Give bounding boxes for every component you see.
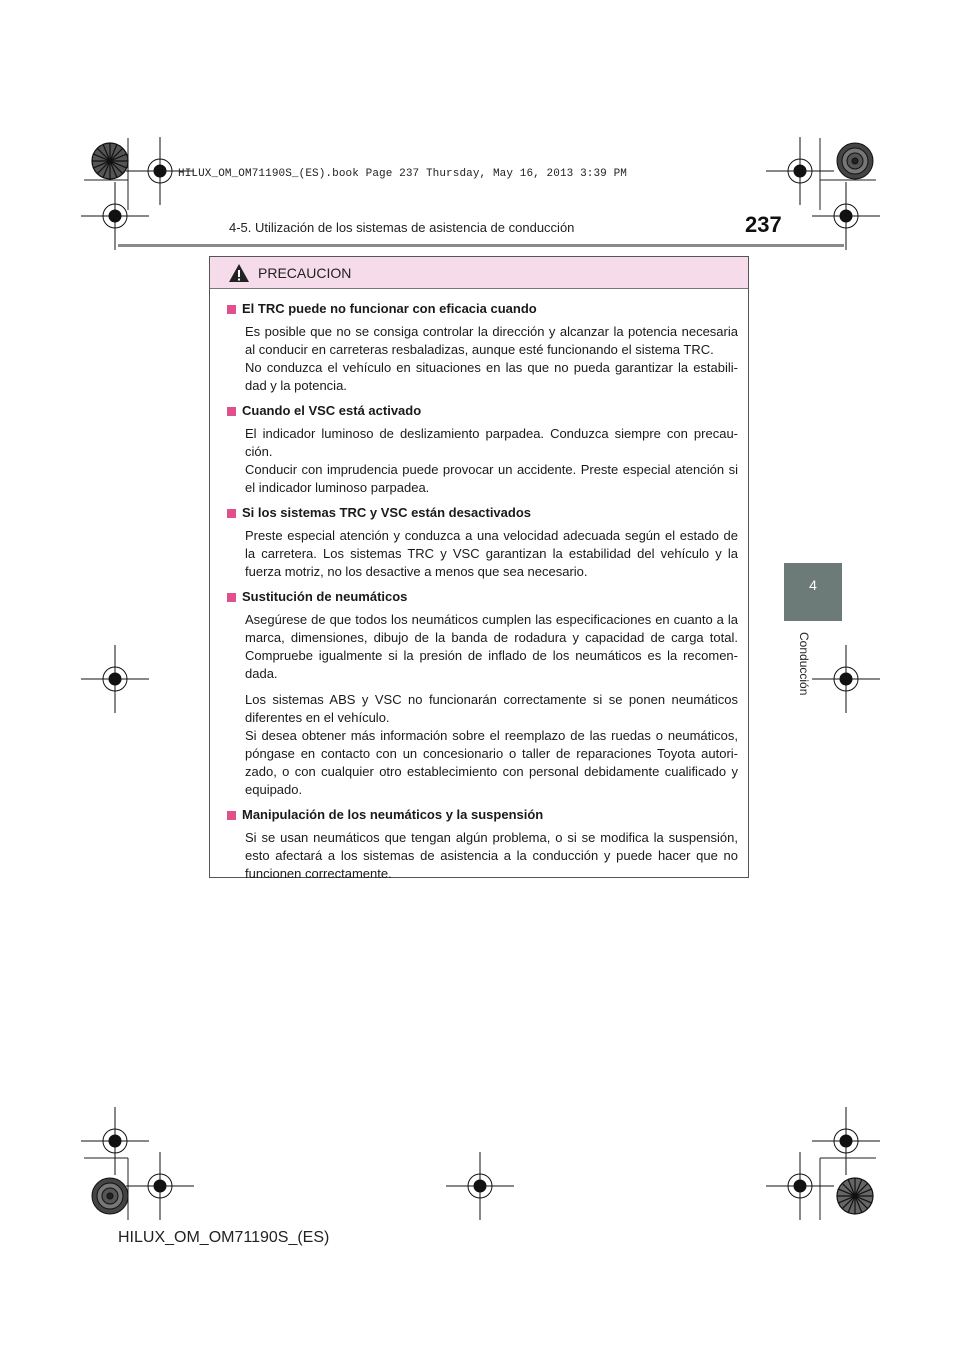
- caution-box: [209, 256, 749, 881]
- paragraph: Los sistemas ABS y VSC no funcionarán correctamente si se ponen neumáticos diferentes en el vehículo.: [245, 692, 738, 725]
- caution-item: [227, 505, 738, 581]
- square-bullet-icon: [227, 407, 236, 416]
- book-stamp: HILUX_OM_OM71190S_(ES).book Page 237 Thursday, May 16, 2013 3:39 PM: [178, 168, 627, 180]
- paragraph: Preste especial atención y conduzca a una velocidad adecuada según el estado de la carretera. Los sistemas TRC y VSC garantizan la estabilidad del vehículo y la fuerza motriz, no los desactive a menos que sea necesario.: [245, 528, 738, 579]
- caution-header: [210, 257, 748, 289]
- paragraph: Es posible que no se consiga controlar la dirección y alcanzar la potencia necesaria al conducir en carreteras resbaladizas, aunque esté funcionando el sistema TRC.: [245, 324, 738, 357]
- item-heading: Manipulación de los neumáticos y la suspensión: [227, 807, 738, 823]
- caution-body: [210, 289, 748, 883]
- caution-item: [227, 301, 738, 395]
- caution-item: [227, 403, 738, 497]
- paragraph: Si se usan neumáticos que tengan algún problema, o si se modifica la suspensión, esto afectará a los sistemas de asistencia a la conducción y puede hacer que no funcionen correctamente.: [245, 830, 738, 881]
- item-heading: Si los sistemas TRC y VSC están desactivados: [227, 505, 738, 521]
- caution-title: PRECAUCION: [258, 264, 352, 281]
- square-bullet-icon: [227, 593, 236, 602]
- square-bullet-icon: [227, 305, 236, 314]
- warning-icon: [228, 263, 250, 283]
- paragraph: No conduzca el vehículo en situaciones en las que no pueda garantizar la estabili-dad y la potencia.: [245, 360, 738, 393]
- square-bullet-icon: [227, 509, 236, 518]
- chapter-label: Conducción: [797, 632, 811, 696]
- chapter-tab: [784, 563, 842, 621]
- paragraph: Si desea obtener más información sobre el reemplazo de las ruedas o neumáticos, póngase en contacto con un concesionario o taller de reparaciones Toyota autori-zado, o con cualquier otro establecimiento con personal debidamente cualificado y equipado.: [245, 728, 738, 797]
- section-title: 4-5. Utilización de los sistemas de asistencia de conducción: [229, 220, 575, 235]
- item-heading: Sustitución de neumáticos: [227, 589, 738, 605]
- chapter-number: 4: [809, 577, 817, 593]
- item-heading: Cuando el VSC está activado: [227, 403, 738, 419]
- header-rule: [118, 244, 844, 247]
- footer-doc-code: HILUX_OM_OM71190S_(ES): [118, 1229, 330, 1246]
- caution-item: [227, 589, 738, 799]
- page-number: 237: [745, 212, 782, 237]
- item-heading: El TRC puede no funcionar con eficacia cuando: [227, 301, 738, 317]
- paragraph: Conducir con imprudencia puede provocar un accidente. Preste especial atención si el indicador luminoso parpadea.: [245, 462, 738, 495]
- paragraph: El indicador luminoso de deslizamiento parpadea. Conduzca siempre con precau-ción.: [245, 426, 738, 459]
- square-bullet-icon: [227, 811, 236, 820]
- caution-item: [227, 807, 738, 883]
- paragraph: Asegúrese de que todos los neumáticos cumplen las especificaciones en cuanto a la marca, dimensiones, dibujo de la banda de rodadura y capacidad de carga total. Compruebe igualmente si la presión de inflado de los neumáticos es la recomen-dada.: [245, 612, 738, 681]
